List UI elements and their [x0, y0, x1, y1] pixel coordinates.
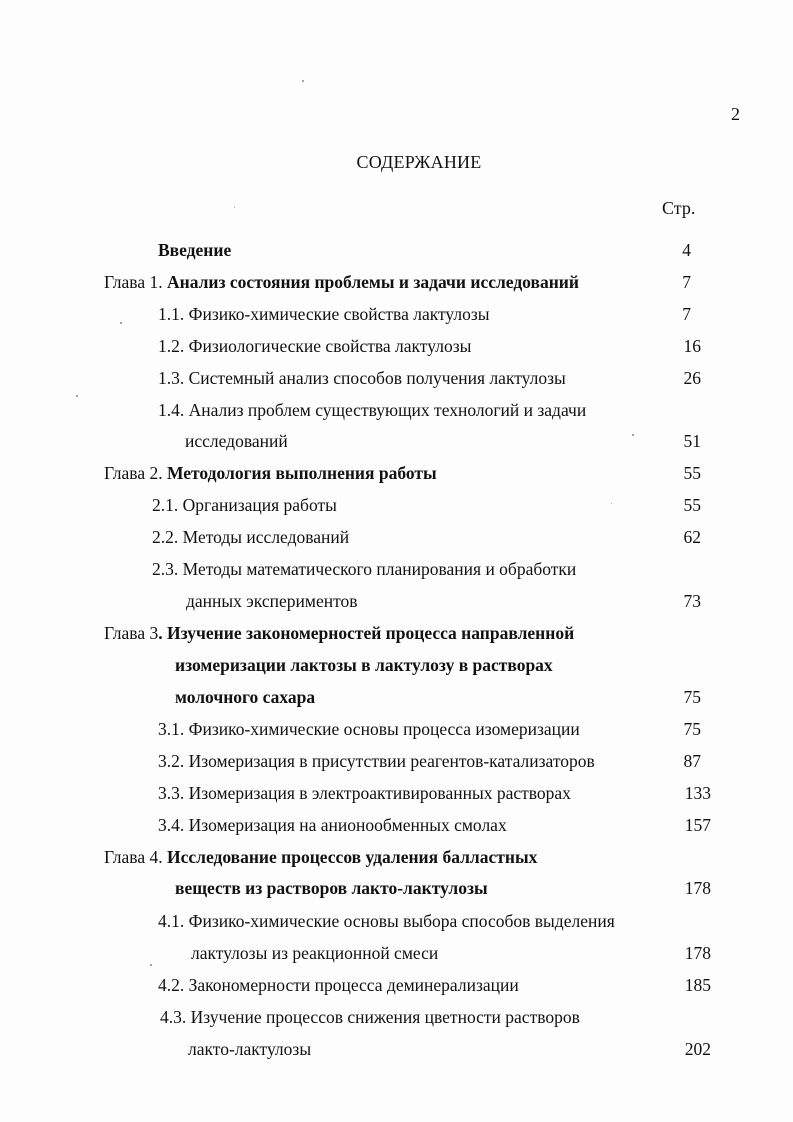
- toc-entry-introduction: Введение: [158, 240, 232, 260]
- scan-speck: [611, 503, 612, 504]
- toc-section: 1.1. Физико-химические свойства лактулозы: [158, 304, 490, 324]
- toc-section: 4.1. Физико-химические основы выбора способов выделения: [158, 911, 615, 931]
- scan-speck: [76, 395, 78, 397]
- toc-page: 185: [684, 975, 711, 995]
- scan-speck: [150, 964, 152, 966]
- toc-section-continuation: данных экспериментов: [186, 591, 358, 611]
- toc-section-continuation: лакто-лактулозы: [188, 1039, 312, 1059]
- toc-section-continuation: исследований: [185, 431, 288, 451]
- scan-speck: [302, 80, 304, 82]
- toc-page: 178: [684, 943, 711, 963]
- toc-section: 3.2. Изомеризация в присутствии реагентов-катализаторов: [158, 751, 595, 771]
- page-title: СОДЕРЖАНИЕ: [356, 152, 482, 172]
- toc-page: 62: [683, 527, 701, 547]
- toc-chapter-4: Глава 4. Исследование процессов удаления балластных: [104, 847, 538, 867]
- toc-page: 75: [683, 687, 701, 707]
- toc-page: 87: [683, 751, 701, 771]
- toc-page: 55: [683, 495, 701, 515]
- toc-section: 3.4. Изомеризация на анионообменных смолах: [158, 815, 507, 835]
- toc-section: 1.2. Физиологические свойства лактулозы: [158, 336, 472, 356]
- scan-speck: [120, 322, 122, 324]
- scan-speck: [632, 434, 634, 436]
- toc-section: 1.3. Системный анализ способов получения лактулозы: [158, 368, 566, 388]
- toc-chapter-1: Глава 1. Анализ состояния проблемы и задачи исследований: [104, 272, 579, 292]
- toc-page: 133: [684, 783, 711, 803]
- toc-page: 55: [683, 463, 701, 483]
- toc-page: 157: [684, 815, 711, 835]
- toc-chapter-2: Глава 2. Методология выполнения работы: [104, 463, 437, 483]
- toc-section: 2.2. Методы исследований: [152, 527, 350, 547]
- toc-page: 75: [683, 719, 701, 739]
- toc-page: 202: [684, 1039, 711, 1059]
- toc-page: 7: [682, 304, 691, 324]
- toc-section: 2.1. Организация работы: [152, 495, 337, 515]
- toc-section: 2.3. Методы математического планирования и обработки: [152, 559, 577, 579]
- toc-section: 4.2. Закономерности процесса деминерализации: [158, 975, 519, 995]
- toc-section: 4.3. Изучение процессов снижения цветности растворов: [160, 1007, 580, 1027]
- toc-page: 4: [682, 240, 691, 260]
- toc-chapter-continuation: изомеризации лактозы в лактулозу в растворах: [175, 655, 553, 675]
- pages-column-header: Стр.: [662, 198, 696, 218]
- toc-page: 178: [684, 878, 711, 898]
- toc-section: 1.4. Анализ проблем существующих технологий и задачи: [158, 400, 587, 420]
- toc-section-continuation: лактулозы из реакционной смеси: [191, 943, 439, 963]
- page-number: 2: [731, 104, 740, 124]
- toc-page: 73: [683, 591, 701, 611]
- toc-page: 26: [683, 368, 701, 388]
- toc-section: 3.3. Изомеризация в электроактивированных растворах: [158, 783, 571, 803]
- scan-speck: [234, 207, 235, 208]
- toc-section: 3.1. Физико-химические основы процесса изомеризации: [158, 719, 580, 739]
- toc-page: 51: [683, 431, 701, 451]
- toc-chapter-continuation: веществ из растворов лакто-лактулозы: [175, 878, 488, 898]
- toc-chapter-3: Глава 3. Изучение закономерностей процесса направленной: [104, 623, 575, 643]
- toc-page: 16: [683, 336, 701, 356]
- toc-chapter-continuation: молочного сахара: [175, 687, 316, 707]
- toc-page: 7: [682, 272, 691, 292]
